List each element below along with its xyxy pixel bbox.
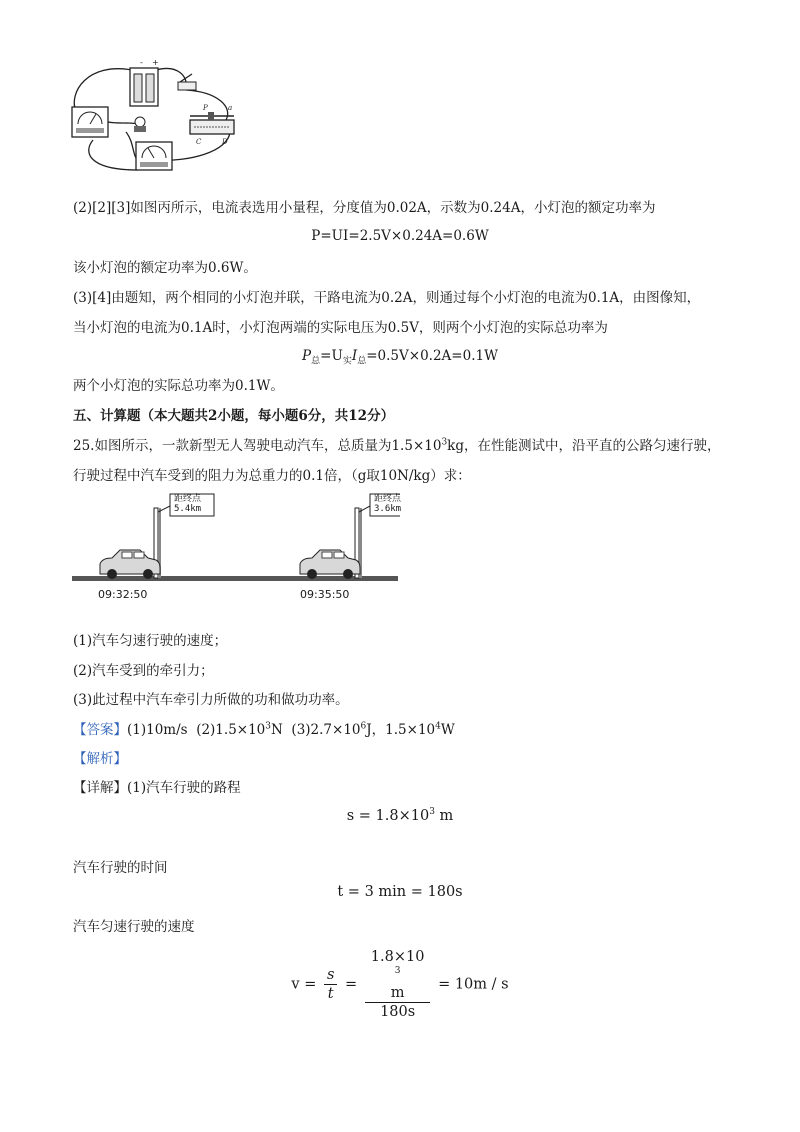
answer-3-unit: W: [440, 722, 455, 738]
formula-sub-total: 总: [311, 356, 321, 367]
formula-sub-total-2: 总: [357, 356, 367, 367]
detail-eq3: [0, 948, 800, 1021]
q25-sub3: (3)此过程中汽车牵引力所做的功和做功功率。: [73, 692, 349, 708]
part3-conclusion: 两个小灯泡的实际总功率为0.1W。: [73, 378, 284, 394]
eq3-equals: =: [345, 976, 358, 993]
answer-2-exp: 3: [265, 721, 272, 732]
car-1-icon: [100, 550, 160, 579]
formula-eq: =U: [320, 348, 343, 364]
eq3-frac2-den: 180s: [380, 1004, 416, 1020]
detail-eq1: [0, 808, 800, 824]
q25-line1-exp: 3: [441, 437, 448, 448]
analysis-label: 【解析】: [73, 751, 127, 767]
detail-line3: 汽车匀速行驶的速度: [73, 919, 195, 935]
answer-2-base: (2)1.5×10: [196, 722, 266, 738]
eq3-frac2-num-a: 1.8×10: [370, 949, 425, 965]
rheostat-icon: [190, 104, 234, 146]
part2-line1: (2)[2][3]如图丙所示，电流表选用小量程，分度值为0.02A，示数为0.24A，小灯泡的额定功率为: [73, 200, 656, 216]
formula-sub-real: 实: [342, 356, 352, 367]
answer-3-exp: 6: [360, 721, 367, 732]
answer-line: [73, 720, 455, 740]
answer-2-unit: N: [271, 722, 283, 738]
q25-sub2: (2)汽车受到的牵引力；: [73, 663, 214, 679]
sign-1-bottom: 5.4km: [174, 504, 202, 514]
eq1-b: m: [434, 808, 454, 824]
ammeter-icon: [136, 142, 172, 170]
eq1-exp: 3: [429, 807, 435, 818]
svg-text:+: +: [152, 58, 159, 67]
eq1-a: s = 1.8×10: [346, 808, 430, 824]
formula-rest: =0.5V×0.2A=0.1W: [366, 348, 498, 364]
part3-line1: (3)[4]由题知，两个相同的小灯泡并联，干路电流为0.2A，则通过每个小灯泡的电流为0.1A，由图像知，: [73, 290, 701, 306]
sign-2-text: [374, 494, 401, 514]
switch-icon: [178, 74, 196, 90]
part3-line2: 当小灯泡的电流为0.1A时，小灯泡两端的实际电压为0.5V，则两个小灯泡的实际总功率为: [73, 320, 608, 336]
sign-1-top: 距终点: [174, 494, 202, 504]
q25-line2: 行驶过程中汽车受到的阻力为总重力的0.1倍，（g取10N/kg）求：: [73, 468, 471, 484]
sign-1-text: [174, 494, 201, 514]
sign-2-bottom: 3.6km: [374, 504, 402, 514]
detail-eq2: t = 3 min = 180s: [337, 884, 463, 900]
q25-line1-b: kg，在性能测试中，沿平直的公路匀速行驶，: [447, 438, 721, 454]
eq3-frac1-den: t: [327, 986, 334, 1002]
answer-3-mid: J，1.5×10: [366, 722, 436, 738]
detail-line1-text: (1)汽车行驶的路程: [127, 780, 241, 796]
svg-text:a: a: [228, 104, 233, 112]
q25-line1-a: 25.如图所示，一款新型无人驾驶电动汽车，总质量为1.5×10: [73, 438, 442, 454]
svg-text:-: -: [140, 58, 143, 67]
answer-3-base: (3)2.7×10: [291, 722, 361, 738]
sign-2-top: 距终点: [374, 494, 402, 504]
eq3-frac2-num-b: m: [390, 985, 405, 1001]
svg-text:D: D: [222, 138, 228, 146]
answer-1: (1)10m/s: [127, 722, 188, 738]
svg-text:C: C: [196, 138, 202, 146]
detail-line1: [73, 778, 241, 798]
eq3-frac1: [324, 966, 337, 1003]
formula-i: I: [351, 348, 358, 364]
formula-p: P: [302, 348, 312, 364]
q25-line1: [73, 436, 721, 456]
time-2: 09:35:50: [300, 588, 350, 601]
time-1: 09:32:50: [98, 588, 148, 601]
part2-conclusion: 该小灯泡的额定功率为0.6W。: [73, 260, 257, 276]
eq3-frac2: [365, 948, 431, 1021]
part3-formula: [0, 348, 800, 367]
section-heading: 五、计算题（本大题共2小题，每小题6分，共12分）: [73, 408, 395, 424]
eq3-frac1-num: s: [326, 967, 335, 983]
circuit-diagram: [68, 52, 248, 177]
eq3-lhs: v =: [291, 976, 317, 993]
detail-line2: 汽车行驶的时间: [73, 860, 168, 876]
eq3-rhs: = 10m / s: [438, 976, 509, 993]
battery-icon: [130, 58, 159, 106]
detail-label: 【详解】: [73, 780, 127, 796]
car-2-icon: [300, 550, 360, 579]
eq3-frac2-num-exp: 3: [394, 966, 401, 977]
answer-3-exp2: 4: [435, 721, 441, 732]
bulb-icon: [134, 117, 146, 132]
q25-sub1: (1)汽车匀速行驶的速度；: [73, 633, 228, 649]
voltmeter-icon: [72, 107, 108, 137]
svg-text:P: P: [203, 104, 208, 112]
answer-label: 【答案】: [73, 722, 127, 738]
part2-formula: P=UI=2.5V×0.24A=0.6W: [311, 228, 489, 244]
